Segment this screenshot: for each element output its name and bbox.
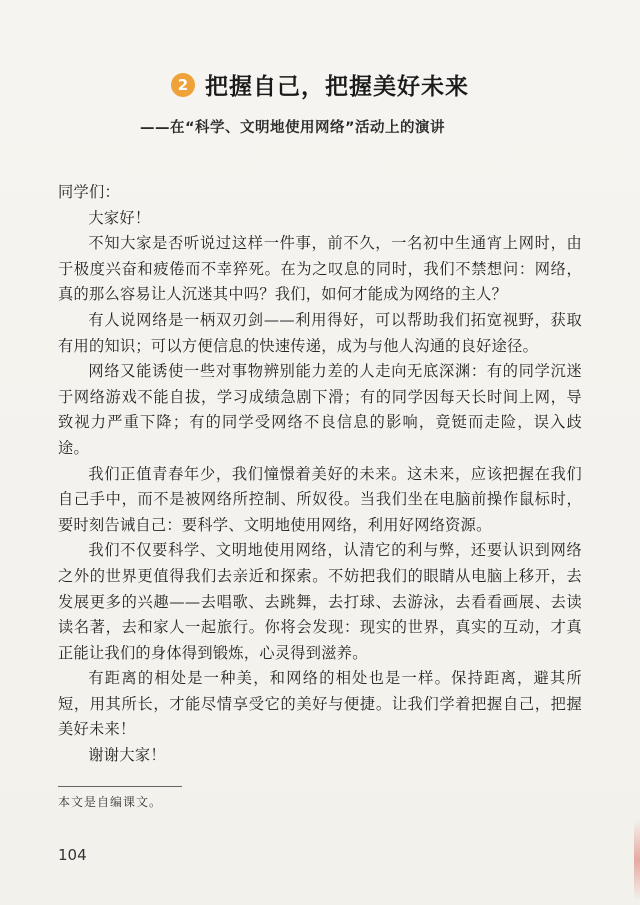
paragraph: 不知大家是否听说过这样一件事，前不久，一名初中生通宵上网时，由于极度兴奋和疲倦而不幸猝死。在为之叹息的同时，我们不禁想问：网络，真的那么容易让人沉迷其中吗？我们，如何才能成为网络的主人？ <box>58 234 582 304</box>
page-number: 104 <box>58 846 87 864</box>
greeting: 大家好！ <box>88 208 151 227</box>
footnote: 本文是自编课文。 <box>58 795 163 809</box>
paragraph: 有距离的相处是一种美，和网络的相处也是一样。保持距离，避其所短，用其所长，才能尽情享受它的美好与便捷。让我们学着把握自己，把握美好未来！ <box>58 669 582 739</box>
page-edge-mark <box>634 820 640 900</box>
salutation: 同学们： <box>58 183 120 201</box>
footnote-divider <box>58 786 182 787</box>
paragraph: 网络又能诱使一些对事物辨别能力差的人走向无底深渊：有的同学沉迷于网络游戏不能自拔，学习成绩急剧下滑；有的同学因每天长时间上网，导致视力严重下降；有的同学受网络不良信息的影响，竟铤而走险，误入歧途。 <box>58 362 582 457</box>
paragraph: 我们不仅要科学、文明地使用网络，认清它的利与弊，还要认识到网络之外的世界更值得我们去亲近和探索。不妨把我们的眼睛从电脑上移开，去发展更多的兴趣——去唱歌、去跳舞，去打球、去游泳，去看看画展、去读读名著，去和家人一起旅行。你将会发现：现实的世界，真实的互动，才真正能让我们的身体得到锻炼，心灵得到滋养。 <box>58 541 582 662</box>
lesson-subtitle: ——在“科学、文明地使用网络”活动上的演讲 <box>140 120 446 136</box>
lesson-number-badge: 2 <box>171 73 195 97</box>
paragraph: 有人说网络是一柄双刃剑——利用得好，可以帮助我们拓宽视野，获取有用的知识；可以方便信息的快速传递，成为与他人沟通的良好途径。 <box>58 310 582 355</box>
lesson-title-row <box>0 68 640 101</box>
lesson-title: 把握自己，把握美好未来 <box>205 74 469 100</box>
speech-body <box>58 180 582 769</box>
closing: 谢谢大家！ <box>88 746 166 765</box>
paragraph: 我们正值青春年少，我们憧憬着美好的未来。这未来，应该把握在我们自己手中，而不是被网络所控制、所奴役。当我们坐在电脑前操作鼠标时，要时刻告诫自己：要科学、文明地使用网络，利用好网络资源。 <box>58 464 582 534</box>
